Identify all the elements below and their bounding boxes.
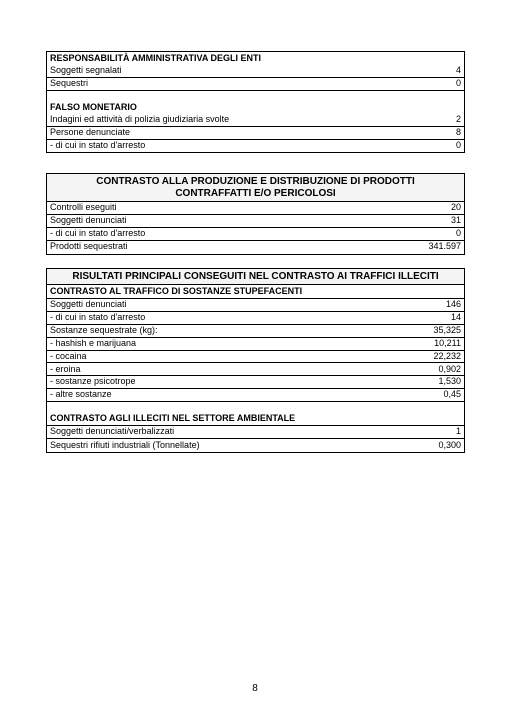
row-value: 14 [450, 311, 461, 322]
table-row [47, 338, 464, 351]
table-row [47, 114, 464, 127]
row-value: 0 [455, 227, 461, 238]
row-label: Prodotti sequestrati [50, 241, 128, 252]
section-title-drug-trafficking: CONTRASTO AL TRAFFICO DI SOSTANZE STUPEFACENTI [47, 285, 464, 299]
row-label: - di cui in stato d'arresto [50, 311, 146, 322]
table-row [47, 325, 464, 338]
row-value: 0,902 [438, 363, 461, 374]
row-value: 2 [455, 113, 461, 124]
row-value: 1 [455, 426, 461, 437]
row-value: 22,232 [433, 350, 461, 361]
table-row [47, 312, 464, 325]
row-label: Sequestri [50, 77, 89, 88]
row-value: 10,211 [434, 337, 461, 348]
row-label: - di cui in stato d'arresto [50, 140, 146, 151]
table-row [47, 363, 464, 376]
row-value: 1,530 [438, 376, 461, 387]
row-label: - sostanze psicotrope [50, 376, 136, 387]
row-value: 341.597 [428, 241, 461, 252]
row-value: 31 [450, 214, 461, 225]
row-label: - di cui in stato d'arresto [50, 227, 146, 238]
table-row [47, 241, 464, 254]
row-value: 0 [455, 140, 461, 151]
spacer [47, 91, 464, 101]
counterfeit-products-table [46, 173, 465, 255]
table-header: CONTRASTO ALLA PRODUZIONE E DISTRIBUZIONE DI PRODOTTI CONTRAFFATTI E/O PERICOLOSI [47, 174, 464, 202]
row-label: Soggetti denunciati [50, 299, 127, 310]
row-label: Soggetti denunciati/verbalizzati [50, 426, 175, 437]
page-number: 8 [252, 683, 258, 694]
row-label: Controlli eseguiti [50, 202, 117, 213]
row-label: Sequestri rifiuti industriali (Tonnellate) [50, 439, 200, 450]
table-row [47, 127, 464, 140]
table-row [47, 376, 464, 389]
row-label: Sostanze sequestrate (kg): [50, 324, 158, 335]
row-label: - eroina [50, 363, 81, 374]
table-row [47, 65, 464, 78]
row-label: - altre sostanze [50, 389, 112, 400]
row-value: 0,45 [443, 389, 461, 400]
table-header: RISULTATI PRINCIPALI CONSEGUITI NEL CONTRASTO AI TRAFFICI ILLECITI [47, 269, 464, 285]
table-row [47, 299, 464, 312]
table-row [47, 389, 464, 402]
row-label: Persone denunciate [50, 126, 131, 137]
table-row [47, 228, 464, 241]
table-row [47, 439, 464, 452]
row-value: 146 [445, 299, 461, 310]
table-row [47, 426, 464, 439]
row-label: - hashish e marijuana [50, 337, 137, 348]
table-row [47, 351, 464, 364]
table-row [47, 215, 464, 228]
row-label: - cocaina [50, 350, 87, 361]
row-value: 0,300 [438, 439, 461, 450]
row-value: 35,325 [433, 324, 461, 335]
section-title-environmental: CONTRASTO AGLI ILLECITI NEL SETTORE AMBIENTALE [47, 412, 464, 426]
row-value: 8 [455, 126, 461, 137]
table-row [47, 202, 464, 215]
row-label: Indagini ed attività di polizia giudiziaria svolte [50, 113, 230, 124]
table-row [47, 78, 464, 91]
section-title-admin-liability: RESPONSABILITÀ AMMINISTRATIVA DEGLI ENTI [50, 53, 261, 63]
row-value: 4 [455, 65, 461, 76]
table-row [47, 140, 464, 153]
section-title-counterfeit-money: FALSO MONETARIO [50, 101, 137, 112]
illicit-trafficking-table [46, 268, 465, 453]
row-value: 0 [455, 77, 461, 88]
admin-liability-table [46, 51, 465, 153]
row-label: Soggetti denunciati [50, 214, 127, 225]
row-label: Soggetti segnalati [50, 65, 122, 76]
spacer [47, 402, 464, 412]
row-value: 20 [450, 202, 461, 213]
